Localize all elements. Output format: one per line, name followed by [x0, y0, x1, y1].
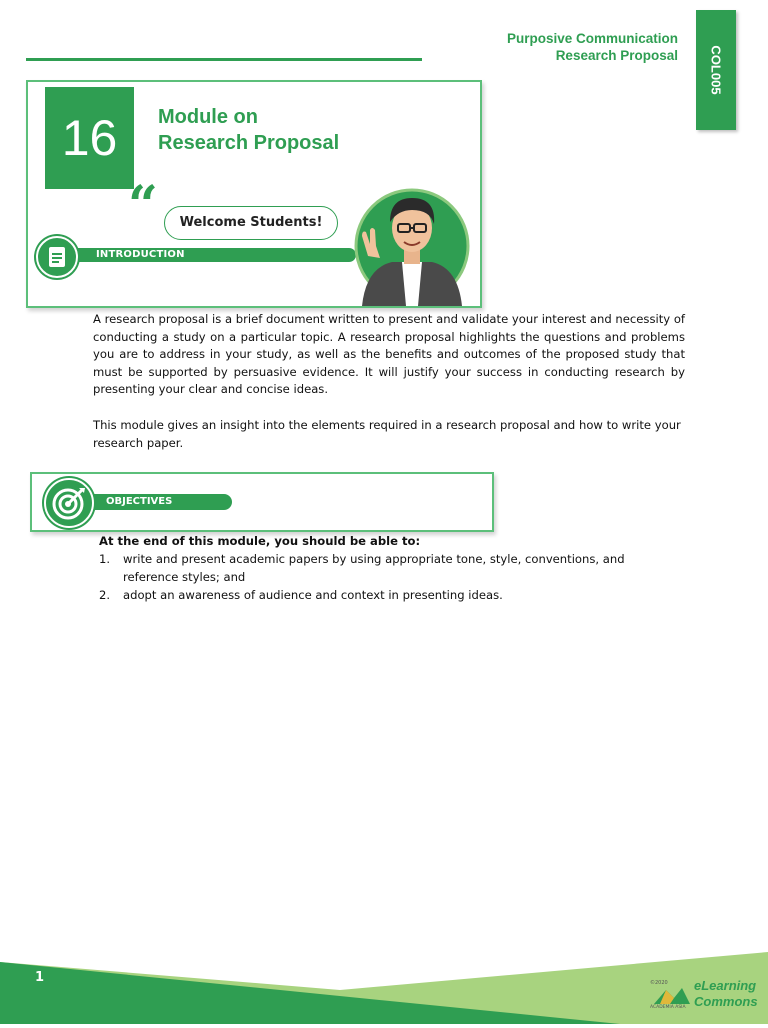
quote-icon: “	[128, 175, 158, 236]
objective-text: write and present academic papers by using appropriate tone, style, conventions, and reference styles; and	[123, 552, 625, 584]
elearning-commons-logo	[694, 978, 758, 1010]
course-code-tab	[696, 10, 736, 130]
module-title	[158, 104, 339, 156]
module-number: 16	[45, 87, 134, 189]
objectives-label: OBJECTIVES	[106, 496, 173, 507]
module-title-line1: Module on	[158, 106, 258, 128]
objective-item	[99, 550, 679, 586]
logo-line2: Commons	[694, 994, 758, 1009]
elearning-logo-icon	[652, 982, 692, 1006]
teacher-avatar	[340, 170, 476, 306]
target-icon	[44, 478, 94, 528]
objectives-strip	[92, 494, 232, 510]
module-title-line2: Research Proposal	[158, 132, 340, 154]
objective-number: 1.	[99, 552, 111, 566]
course-name: Purposive Communication	[506, 31, 678, 46]
intro-paragraph-1: A research proposal is a brief document written to present and validate your interest and necessity of conducting a study on a particular topic. A research proposal highlights the questions and problems you are to address in your study, as well as the benefits and outcomes of the proposed study that must be supported by persuasive evidence. It will justify your success in conducting research by presenting your clear and concise ideas.	[93, 312, 685, 397]
page-number: 1	[35, 970, 45, 985]
introduction-text: INTRODUCTION	[96, 249, 185, 260]
objective-item	[99, 586, 679, 604]
intro-paragraph-2: This module gives an insight into the elements required in a research proposal and how to write your research paper.	[93, 418, 681, 450]
objectives-lead: At the end of this module, you should be able to:	[99, 534, 421, 548]
logo-year: ©2020	[650, 980, 668, 986]
objectives-banner	[30, 472, 494, 532]
introduction-label	[36, 236, 354, 272]
introduction-strip	[56, 248, 356, 262]
header-title	[507, 30, 678, 64]
objective-text: adopt an awareness of audience and context in presenting ideas.	[123, 588, 503, 602]
logo-org: ACADEMIA ASIA	[650, 1005, 686, 1010]
module-banner	[26, 80, 482, 308]
course-code: COL005	[708, 45, 724, 95]
welcome-bubble: Welcome Students!	[164, 206, 338, 240]
objectives-list	[99, 550, 679, 604]
header-rule	[26, 58, 422, 61]
course-topic: Research Proposal	[555, 48, 678, 63]
objective-number: 2.	[99, 588, 111, 602]
document-icon	[36, 236, 78, 278]
logo-line1: eLearning	[694, 978, 757, 993]
